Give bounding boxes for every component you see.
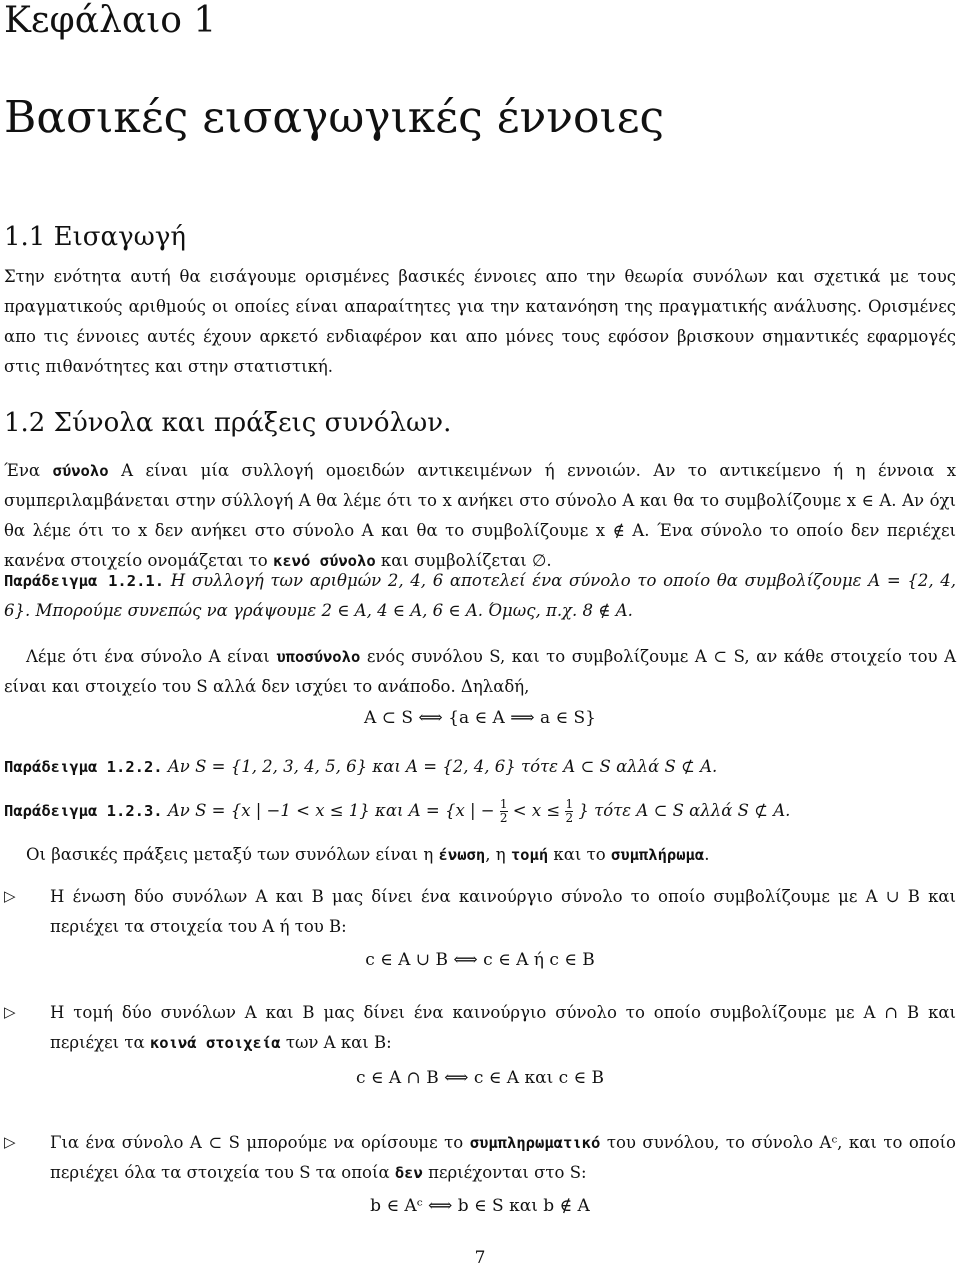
term-set: σύνολο [52, 462, 109, 480]
example-1-2-1: Παράδειγμα 1.2.1. Η συλλογή των αριθμών 2, 4, 6 αποτελεί ένα σύνολο το οποίο θα συμβολίζουμε A = {2, 4, 6}. Μπορούμε συνεπώς να γράψουμε 2 ∈ A, 4 ∈ A, 6 ∈ A. Όμως, π.χ. 8 ∉ A. [4, 571, 957, 620]
union-paragraph: Η ένωση δύο συνόλων A και B μας δίνει ένα καινούργιο σύνολο το οποίο συμβολίζουμε με A ∪ B και περιέχει τα στοιχεία του A ή του B: [50, 887, 956, 936]
example-1-2-2: Παράδειγμα 1.2.2. Αν S = {1, 2, 3, 4, 5, 6} και A = {2, 4, 6} τότε A ⊂ S αλλά S ⊄ A. [4, 757, 718, 776]
chapter-label: Κεφάλαιο 1 [4, 0, 217, 41]
page-number: 7 [474, 1248, 486, 1268]
term-complement: συμπλήρωμα [610, 846, 705, 864]
operations-intro: Οι βασικές πράξεις μεταξύ των συνόλων είναι η ένωση, η τομή και το συμπλήρωμα. [26, 845, 710, 864]
section-heading-1-2: 1.2 Σύνολα και πράξεις συνόλων. [4, 408, 452, 438]
term-intersection: τομή [510, 846, 549, 864]
term-complementary: συμπληρωματικό [469, 1134, 601, 1152]
intro-paragraph: Στην ενότητα αυτή θα εισάγουμε ορισμένες βασικές έννοιες απο την θεωρία συνόλων και σχετικά με τους πραγματικούς αριθμούς οι οποίες είναι απαραίτητες για την κατανόηση της πραγματικής ανάλυσης. Ορισμένες απο τις έννοιες αυτές έχουν αρκετό ενδιαφέρον και απο μόνες τους εφόσον βρισκουν σημαντικές εφαρμογές στις πιθανότητες και στην στατιστική. [4, 267, 956, 376]
subset-paragraph: Λέμε ότι ένα σύνολο A είναι υποσύνολο ενός συνόλου S, και το συμβολίζουμε A ⊂ S, αν κάθε στοιχείο του A είναι και στοιχείο του S αλλά δεν ισχύει το ανάποδο. Δηλαδή, [4, 647, 956, 696]
term-union: ένωση [438, 846, 486, 864]
term-empty-set: κενό σύνολο [273, 552, 376, 570]
term-common-elements: κοινά στοιχεία [149, 1034, 281, 1052]
fraction-half: $\frac{1}{2}$ [499, 797, 508, 825]
triangle-bullet-icon: ▷ [4, 1003, 16, 1021]
triangle-bullet-icon: ▷ [4, 887, 16, 905]
union-equation: c ∈ A ∪ B ⟺ c ∈ A ή c ∈ B [365, 950, 595, 970]
fraction-half: $\frac{1}{2}$ [565, 797, 574, 825]
chapter-title: Βασικές εισαγωγικές έννοιες [4, 92, 665, 143]
intersection-equation: c ∈ A ∩ B ⟺ c ∈ A και c ∈ B [355, 1068, 605, 1088]
example-1-2-3: Παράδειγμα 1.2.3. Αν S = {x | −1 < x ≤ 1} και A = {x | − $\frac{1}{2}$ < x ≤ $\frac{1}{2}$ } τότε A ⊂ S αλλά S ⊄ A. [4, 797, 791, 825]
complement-paragraph: Για ένα σύνολο A ⊂ S μπορούμε να ορίσουμε το συμπληρωματικό του συνόλου, το σύνολο Aᶜ, και το οποίο περιέχει όλα τα στοιχεία του S τα οποία δεν περιέχονται στο S: [50, 1133, 956, 1182]
term-not: δεν [394, 1164, 423, 1182]
term-subset: υποσύνολο [276, 648, 361, 666]
example-label: Παράδειγμα 1.2.1. [4, 572, 165, 590]
triangle-bullet-icon: ▷ [4, 1133, 16, 1151]
section-heading-1-1: 1.1 Εισαγωγή [4, 222, 186, 252]
complement-equation: b ∈ Aᶜ ⟺ b ∈ S και b ∉ A [370, 1196, 590, 1216]
intersection-paragraph: Η τομή δύο συνόλων A και B μας δίνει ένα καινούργιο σύνολο το οποίο συμβολίζουμε με A ∩ B και περιέχει τα κοινά στοιχεία των A και B: [50, 1003, 956, 1052]
set-definition-paragraph: Ένα σύνολο A είναι μία συλλογή ομοειδών αντικειμένων ή εννοιών. Αν το αντικείμενο ή η έννοια x συμπεριλαμβάνεται στην σύλλογή A θα λέμε ότι το x ανήκει στο σύνολο A και θα το συμβολίζουμε x ∈ A. Αν όχι θα λέμε ότι το x δεν ανήκει στο σύνολο A και θα το συμβολίζουμε x ∉ A. Ένα σύνολο το οποίο δεν περιέχει κανένα στοιχείο ονομάζεται το κενό σύνολο και συμβολίζεται ∅. [4, 461, 957, 570]
subset-equation: A ⊂ S ⟺ {a ∈ A ⟹ a ∈ S} [364, 708, 596, 728]
